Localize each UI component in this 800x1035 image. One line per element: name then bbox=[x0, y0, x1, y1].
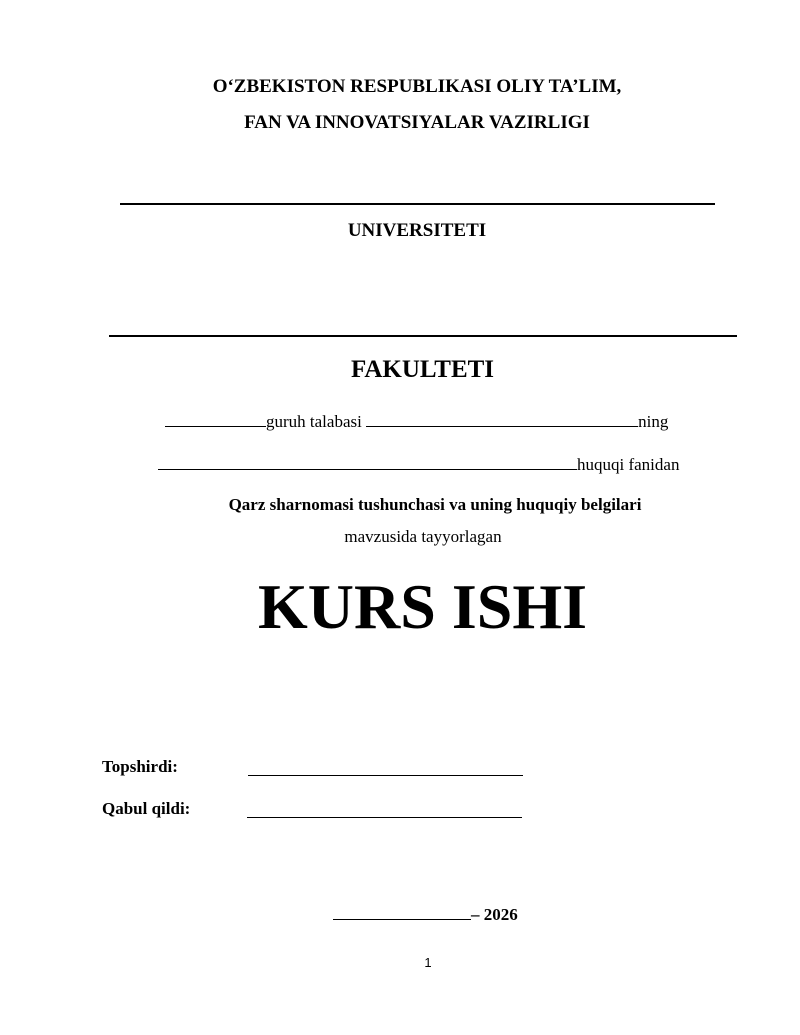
year-line bbox=[333, 904, 518, 925]
group-blank bbox=[165, 411, 266, 427]
group-suffix: guruh talabasi bbox=[266, 412, 362, 431]
topic-title: Qarz sharnomasi tushunchasi va uning huquqiy belgilari bbox=[228, 495, 642, 514]
accepted-label: Qabul qildi: bbox=[102, 799, 191, 818]
university-name-blank bbox=[120, 203, 715, 205]
student-line bbox=[165, 411, 668, 432]
subject-blank bbox=[158, 454, 577, 470]
year-text: – 2026 bbox=[471, 905, 518, 924]
faculty-label: FAKULTETI bbox=[350, 356, 495, 383]
name-suffix: ning bbox=[638, 412, 669, 431]
accepted-signature-blank bbox=[247, 817, 522, 818]
ministry-name-line2: FAN VA INNOVATSIYALAR VAZIRLIGI bbox=[244, 112, 590, 133]
submitted-label: Topshirdi: bbox=[102, 757, 178, 776]
subject-line bbox=[158, 454, 679, 475]
document-type-title: KURS ISHI bbox=[258, 571, 587, 642]
subject-suffix: huquqi fanidan bbox=[577, 455, 680, 474]
page-number: 1 bbox=[424, 955, 432, 970]
prepared-text: mavzusida tayyorlagan bbox=[344, 527, 502, 546]
faculty-name-blank bbox=[109, 335, 737, 337]
student-name-blank bbox=[366, 411, 638, 427]
city-blank bbox=[333, 904, 471, 920]
ministry-name-line1: O‘ZBEKISTON RESPUBLIKASI OLIY TA’LIM, bbox=[212, 76, 622, 97]
submitted-signature-blank bbox=[248, 775, 523, 776]
university-label: UNIVERSITETI bbox=[347, 220, 487, 241]
